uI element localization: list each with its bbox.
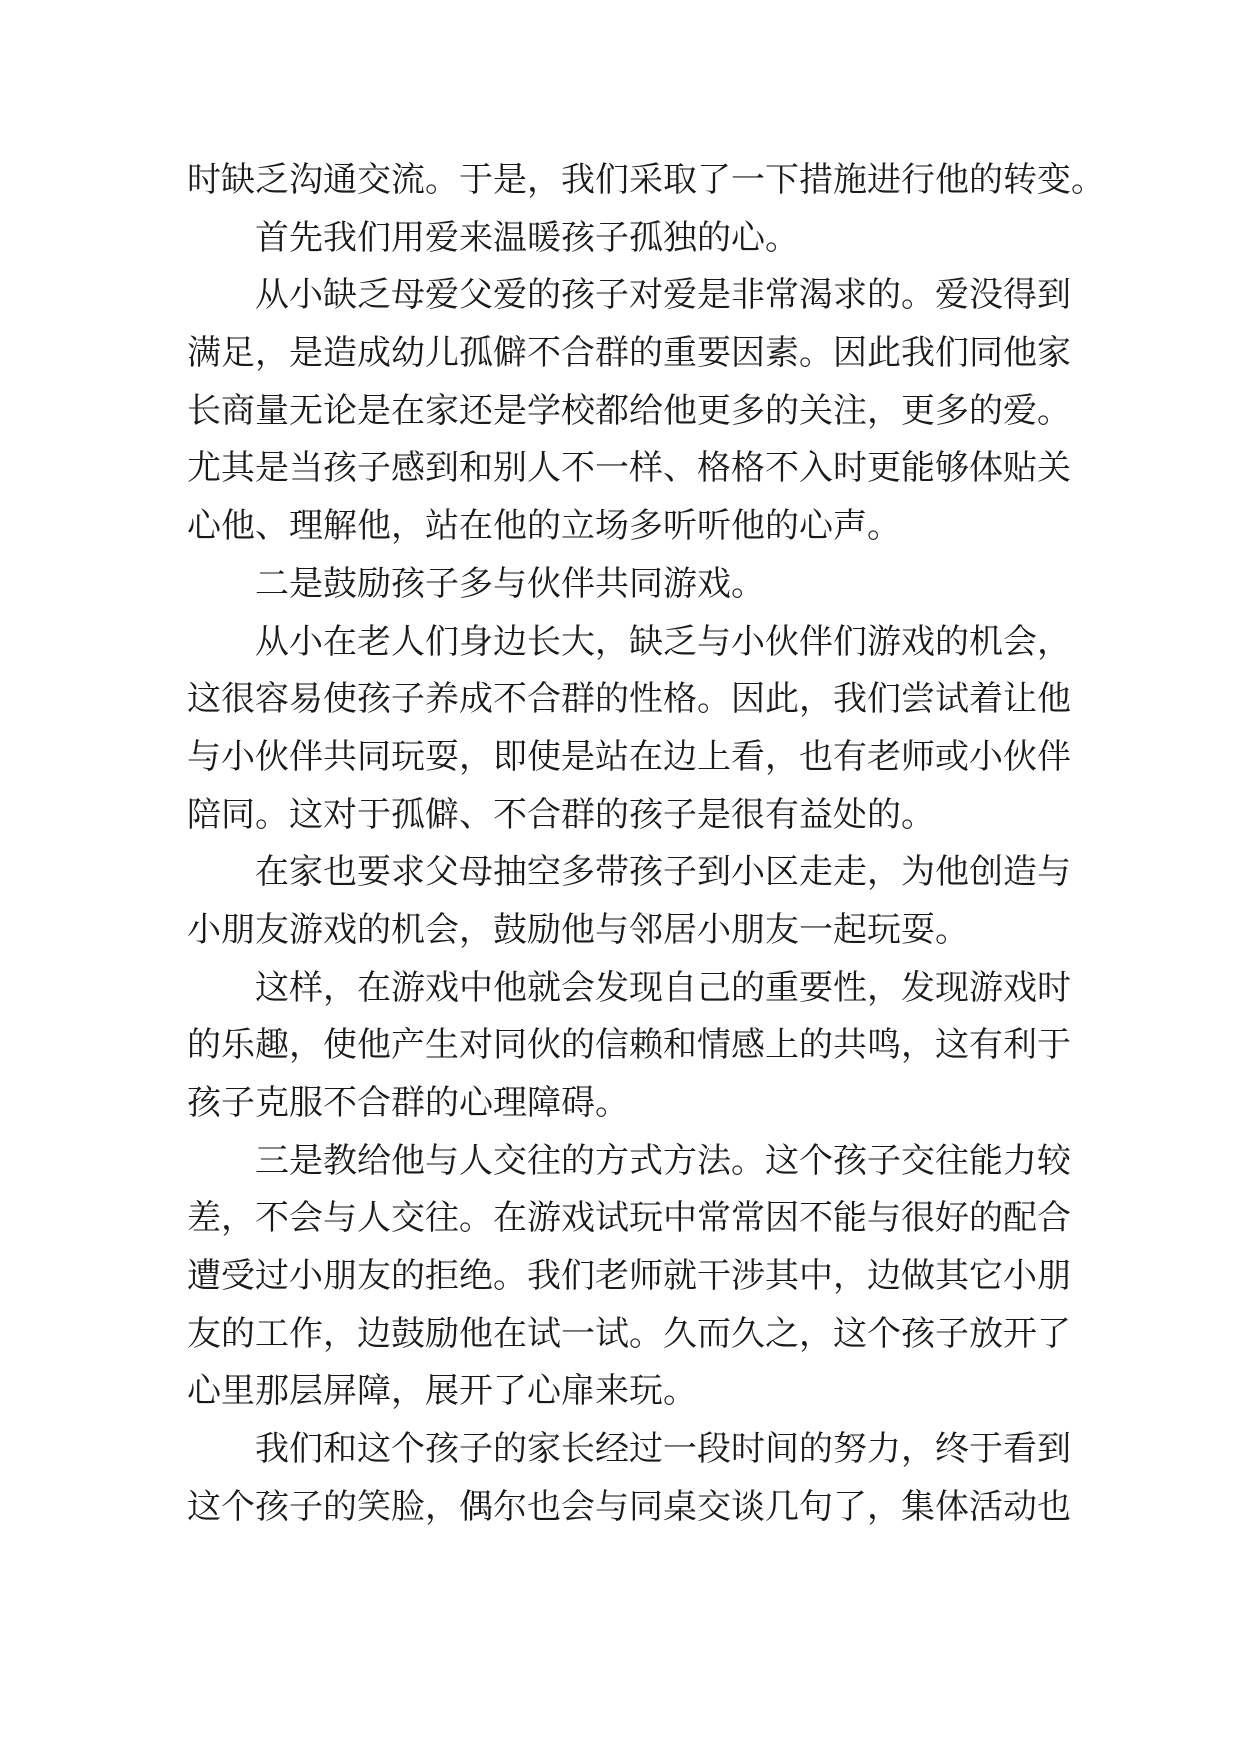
text-line: 我们和这个孩子的家长经过一段时间的努力，终于看到 <box>255 1429 1071 1470</box>
text-line: 友的工作，边鼓励他在试一试。久而久之，这个孩子放开了 <box>187 1313 1071 1354</box>
text-line: 长商量无论是在家还是学校都给他更多的关注，更多的爱。 <box>187 390 1071 431</box>
text-line: 孩子克服不合群的心理障碍。 <box>187 1083 629 1123</box>
text-line: 这样，在游戏中他就会发现自己的重要性，发现游戏时 <box>255 967 1071 1008</box>
text-line: 的乐趣，使他产生对同伙的信赖和情感上的共鸣，这有利于 <box>187 1025 1071 1066</box>
text-line: 与小伙伴共同玩耍，即使是站在边上看，也有老师或小伙伴 <box>187 736 1071 777</box>
text-line: 从小缺乏母爱父爱的孩子对爱是非常渴求的。爱没得到 <box>255 275 1071 316</box>
text-line: 心里那层屏障，展开了心扉来玩。 <box>187 1371 697 1412</box>
text-line: 陪同。这对于孤僻、不合群的孩子是很有益处的。 <box>187 794 935 835</box>
body-text <box>187 152 1105 1537</box>
text-line: 从小在老人们身边长大，缺乏与小伙伴们游戏的机会， <box>255 621 1071 662</box>
text-line: 这很容易使孩子养成不合群的性格。因此，我们尝试着让他 <box>187 679 1071 720</box>
text-line: 这个孩子的笑脸，偶尔也会与同桌交谈几句了，集体活动也 <box>187 1486 1071 1527</box>
text-line: 遭受过小朋友的拒绝。我们老师就干涉其中，边做其它小朋 <box>187 1256 1071 1297</box>
text-line: 在家也要求父母抽空多带孩子到小区走走，为他创造与 <box>255 852 1071 893</box>
text-line: 首先我们用爱来温暖孩子孤独的心。 <box>255 217 799 258</box>
text-line: 差，不会与人交往。在游戏试玩中常常因不能与很好的配合 <box>187 1198 1071 1239</box>
text-line: 心他、理解他，站在他的立场多听听他的心声。 <box>187 506 901 547</box>
text-line: 二是鼓励孩子多与伙伴共同游戏。 <box>255 563 765 604</box>
text-line: 三是教给他与人交往的方式方法。这个孩子交往能力较 <box>255 1140 1071 1181</box>
text-line: 满足，是造成幼儿孤僻不合群的重要因素。因此我们同他家 <box>187 333 1071 374</box>
text-line: 时缺乏沟通交流。于是，我们采取了一下措施进行他的转变。 <box>187 160 1105 200</box>
text-line: 小朋友游戏的机会，鼓励他与邻居小朋友一起玩耍。 <box>187 909 969 950</box>
text-line: 尤其是当孩子感到和别人不一样、格格不入时更能够体贴关 <box>187 448 1071 489</box>
